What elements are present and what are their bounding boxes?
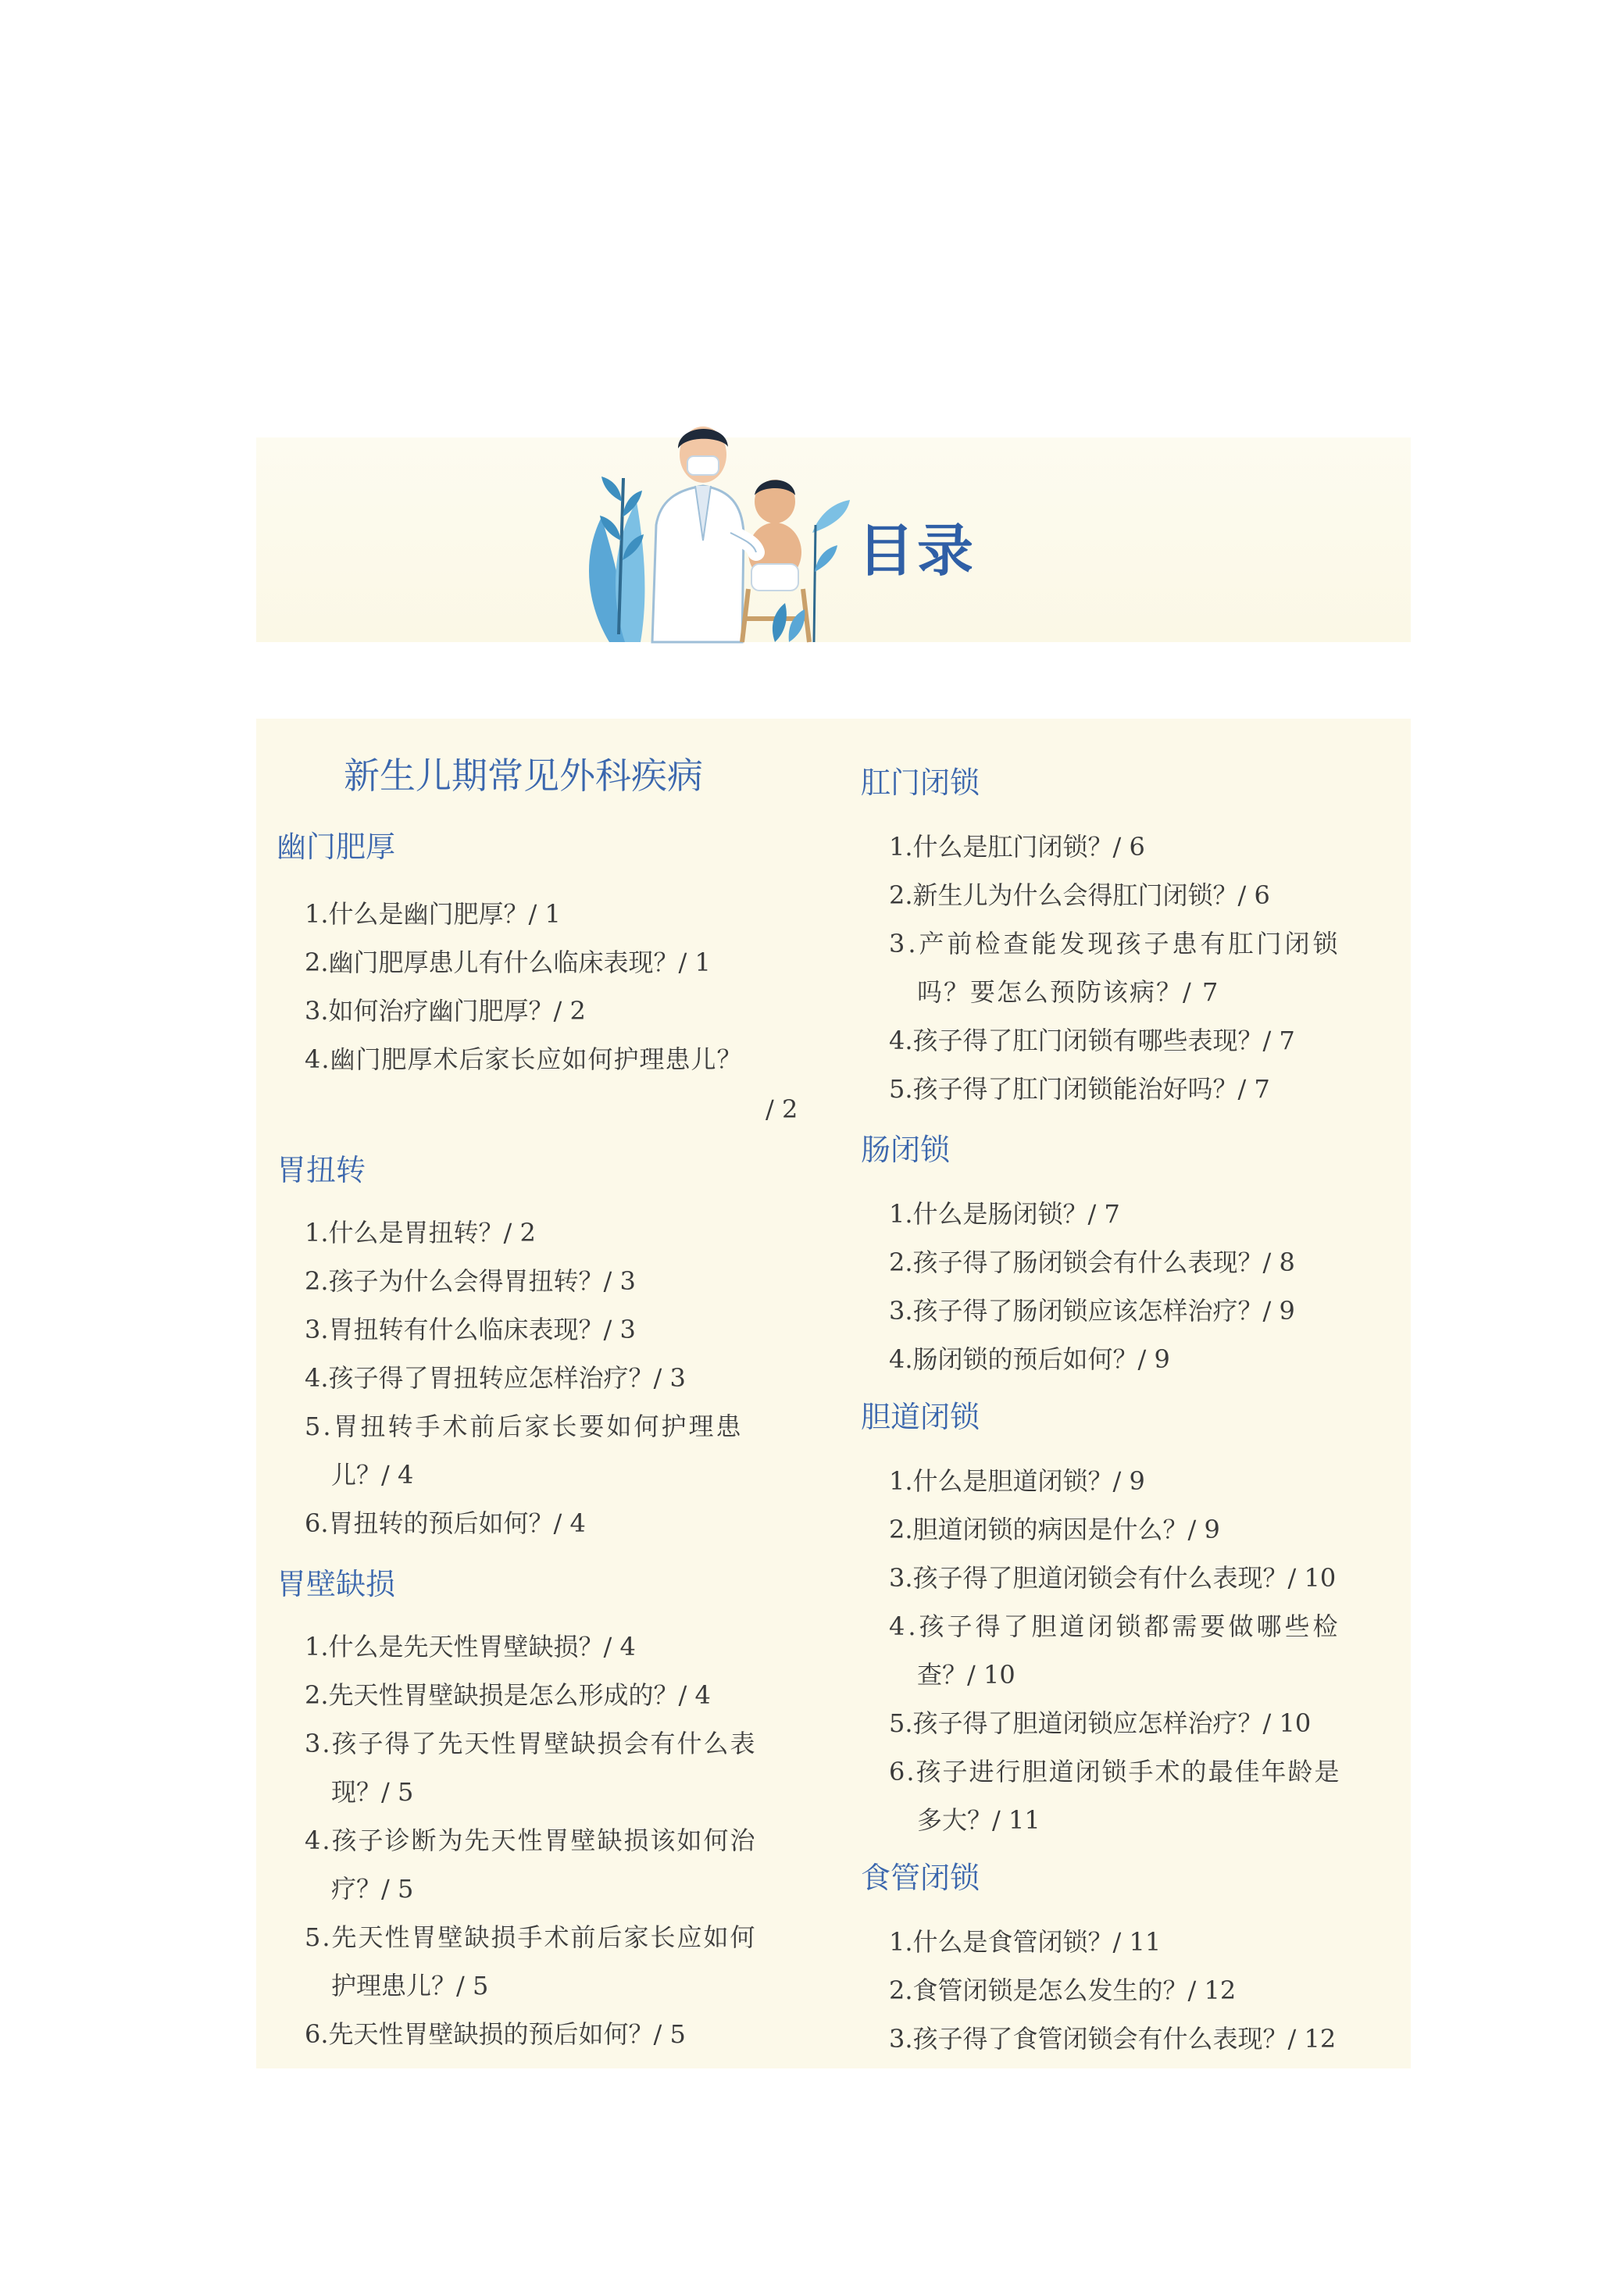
toc-entry[interactable]: 3.孩子得了胆道闭锁会有什么表现？/ 10 bbox=[889, 1563, 1337, 1593]
toc-entry[interactable]: 1.什么是胆道闭锁？/ 9 bbox=[889, 1466, 1145, 1496]
toc-entry-cont[interactable]: 查？/ 10 bbox=[917, 1660, 1015, 1690]
part-title: 新生儿期常见外科疾病 bbox=[344, 755, 703, 797]
section-title-pyloric: 幽门肥厚 bbox=[277, 830, 396, 864]
toc-entry[interactable]: 6.先天性胃壁缺损的预后如何？/ 5 bbox=[305, 2019, 686, 2049]
toc-entry[interactable]: 2.胆道闭锁的病因是什么？/ 9 bbox=[889, 1515, 1220, 1544]
toc-entry-cont[interactable]: 疗？/ 5 bbox=[331, 1874, 414, 1904]
toc-entry-cont[interactable]: 儿？/ 4 bbox=[331, 1460, 414, 1490]
toc-entry[interactable]: 3.孩子得了先天性胃壁缺损会有什么表 bbox=[305, 1729, 757, 1758]
toc-entry[interactable]: 6.胃扭转的预后如何？/ 4 bbox=[305, 1508, 586, 1538]
toc-entry[interactable]: 5.胃扭转手术前后家长要如何护理患 bbox=[305, 1412, 744, 1441]
section-title-anal-atresia: 肛门闭锁 bbox=[861, 766, 980, 800]
toc-entry-page: / 2 bbox=[766, 1094, 798, 1124]
toc-entry[interactable]: 4.孩子得了胃扭转应怎样治疗？/ 3 bbox=[305, 1363, 686, 1393]
toc-entry[interactable]: 4.孩子得了肛门闭锁有哪些表现？/ 7 bbox=[889, 1026, 1295, 1055]
toc-entry[interactable]: 4.幽门肥厚术后家长应如何护理患儿？ bbox=[305, 1044, 743, 1074]
toc-entry[interactable]: 5.孩子得了肛门闭锁能治好吗？/ 7 bbox=[889, 1074, 1270, 1104]
toc-entry[interactable]: 2.幽门肥厚患儿有什么临床表现？/ 1 bbox=[305, 948, 711, 977]
doctor-baby-illustration bbox=[578, 408, 851, 650]
toc-entry[interactable]: 5.先天性胃壁缺损手术前后家长应如何 bbox=[305, 1922, 757, 1952]
toc-entry[interactable]: 5.孩子得了胆道闭锁应怎样治疗？/ 10 bbox=[889, 1708, 1312, 1738]
toc-entry[interactable]: 2.新生儿为什么会得肛门闭锁？/ 6 bbox=[889, 880, 1270, 910]
toc-entry[interactable]: 4.肠闭锁的预后如何？/ 9 bbox=[889, 1344, 1170, 1374]
section-title-intestinal-atresia: 肠闭锁 bbox=[861, 1133, 951, 1167]
toc-entry-cont[interactable]: 护理患儿？/ 5 bbox=[331, 1971, 489, 2001]
toc-entry-cont[interactable]: 吗？要怎么预防该病？/ 7 bbox=[917, 977, 1220, 1007]
toc-entry[interactable]: 1.什么是幽门肥厚？/ 1 bbox=[305, 899, 561, 929]
section-title-volvulus: 胃扭转 bbox=[277, 1153, 366, 1187]
toc-entry[interactable]: 1.什么是先天性胃壁缺损？/ 4 bbox=[305, 1632, 636, 1661]
section-title-biliary-atresia: 胆道闭锁 bbox=[861, 1400, 980, 1434]
toc-entry[interactable]: 6.孩子进行胆道闭锁手术的最佳年龄是 bbox=[889, 1757, 1341, 1786]
toc-entry[interactable]: 2.孩子得了肠闭锁会有什么表现？/ 8 bbox=[889, 1247, 1295, 1277]
toc-entry[interactable]: 2.食管闭锁是怎么发生的？/ 12 bbox=[889, 1976, 1237, 2005]
toc-entry[interactable]: 1.什么是肛门闭锁？/ 6 bbox=[889, 832, 1145, 862]
toc-entry-cont[interactable]: 现？/ 5 bbox=[331, 1777, 414, 1807]
toc-title: 目录 bbox=[858, 518, 977, 584]
toc-entry[interactable]: 2.孩子为什么会得胃扭转？/ 3 bbox=[305, 1266, 636, 1296]
toc-entry[interactable]: 3.孩子得了肠闭锁应该怎样治疗？/ 9 bbox=[889, 1296, 1295, 1326]
toc-entry[interactable]: 3.孩子得了食管闭锁会有什么表现？/ 12 bbox=[889, 2024, 1337, 2054]
toc-entry[interactable]: 4.孩子诊断为先天性胃壁缺损该如何治 bbox=[305, 1826, 757, 1855]
toc-entry[interactable]: 3.产前检查能发现孩子患有肛门闭锁 bbox=[889, 929, 1341, 958]
toc-entry[interactable]: 1.什么是胃扭转？/ 2 bbox=[305, 1218, 536, 1247]
toc-entry[interactable]: 2.先天性胃壁缺损是怎么形成的？/ 4 bbox=[305, 1680, 711, 1710]
toc-entry[interactable]: 1.什么是肠闭锁？/ 7 bbox=[889, 1199, 1120, 1229]
toc-entry[interactable]: 3.胃扭转有什么临床表现？/ 3 bbox=[305, 1315, 636, 1344]
section-title-gastric-wall: 胃壁缺损 bbox=[277, 1567, 396, 1601]
toc-entry[interactable]: 1.什么是食管闭锁？/ 11 bbox=[889, 1927, 1162, 1957]
toc-entry[interactable]: 3.如何治疗幽门肥厚？/ 2 bbox=[305, 996, 586, 1026]
section-title-esophageal-atresia: 食管闭锁 bbox=[861, 1861, 980, 1895]
toc-entry-cont[interactable]: 多大？/ 11 bbox=[917, 1805, 1040, 1835]
toc-entry[interactable]: 4.孩子得了胆道闭锁都需要做哪些检 bbox=[889, 1611, 1341, 1641]
